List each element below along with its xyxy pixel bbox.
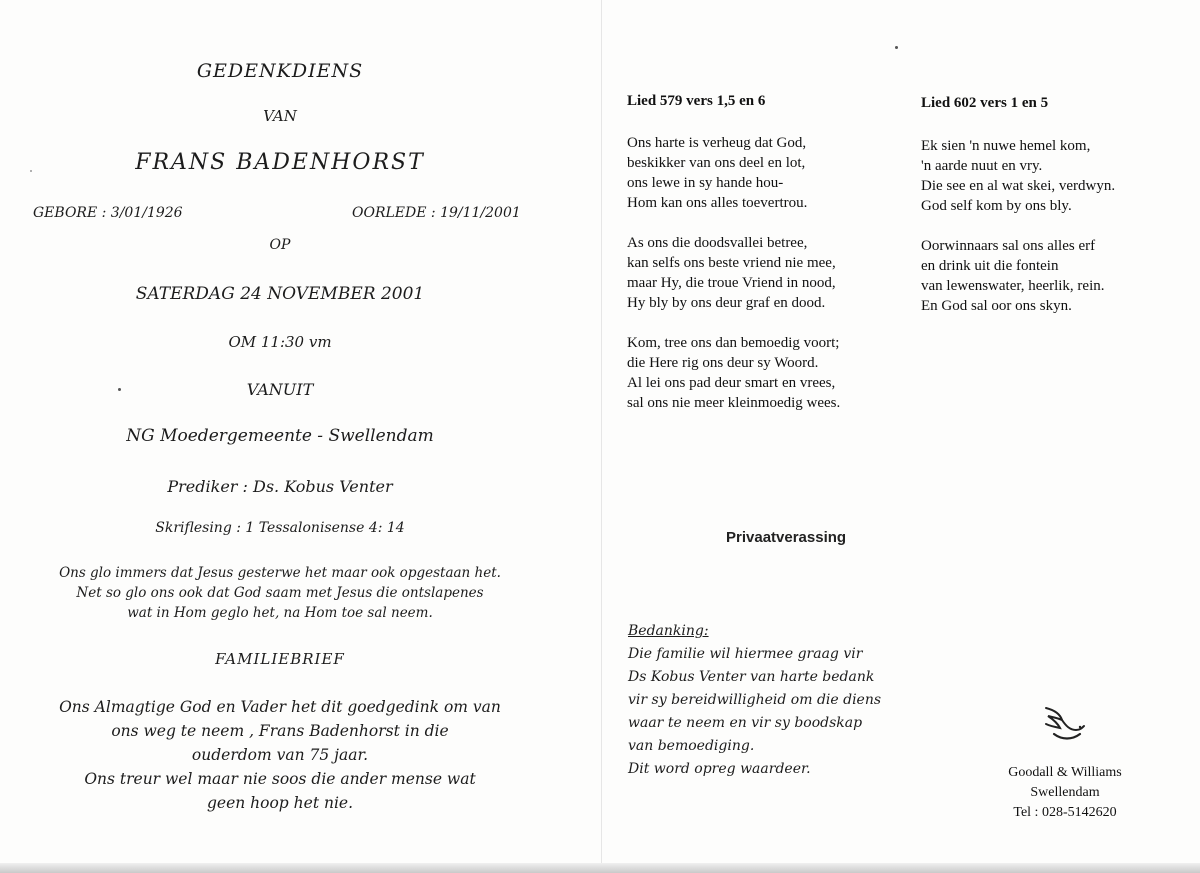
hymn-line: Die see en al wat skei, verdwyn.	[921, 178, 1116, 194]
acknowledgement-line: Die familie wil hiermee graag vir	[628, 646, 863, 662]
family-letter	[30, 695, 530, 815]
print-speck	[30, 170, 32, 172]
verse-line: wat in Hom geglo het, na Hom toe sal neem.	[127, 605, 433, 621]
service-time: OM 11:30 vm	[228, 333, 332, 351]
page-fold	[601, 0, 602, 873]
acknowledgement-line: waar te neem en vir sy boodskap	[628, 715, 863, 731]
print-speck	[895, 46, 898, 49]
hymn-602-title: Lied 602 vers 1 en 5	[921, 95, 1049, 111]
hymn-line: maar Hy, die troue Vriend in nood,	[627, 275, 836, 291]
hymn-stanza	[921, 136, 1181, 216]
hymn-line: Hy bly by ons deur graf en dood.	[627, 295, 826, 311]
scripture-verse	[30, 563, 530, 623]
hymn-line: Ek sien 'n nuwe hemel kom,	[921, 138, 1091, 154]
hymn-stanza	[627, 333, 897, 413]
hymn-line: Oorwinnaars sal ons alles erf	[921, 238, 1096, 254]
undertaker-block	[975, 763, 1155, 823]
hymn-579-title: Lied 579 vers 1,5 en 6	[627, 93, 766, 109]
acknowledgement-block	[628, 620, 948, 781]
acknowledgement-line: van bemoediging.	[628, 738, 755, 754]
private-cremation-label: Privaatverassing	[726, 529, 847, 546]
hymn-line: van lewenswater, heerlik, rein.	[921, 278, 1105, 294]
vanuit-label: VANUIT	[246, 380, 314, 399]
family-letter-line: ons weg te neem , Frans Badenhorst in die	[111, 722, 449, 740]
hymn-line: En God sal oor ons skyn.	[921, 298, 1072, 314]
verse-line: Ons glo immers dat Jesus gesterwe het maar ook opgestaan het.	[59, 565, 501, 581]
family-letter-line: geen hoop het nie.	[206, 794, 354, 812]
undertaker-name: Goodall & Williams	[1008, 765, 1122, 780]
church-name: NG Moedergemeente - Swellendam	[126, 426, 434, 446]
hymn-line: beskikker van ons deel en lot,	[627, 155, 806, 171]
death-date: OORLEDE : 19/11/2001	[352, 205, 521, 221]
hymn-line: Ons harte is verheug dat God,	[627, 135, 807, 151]
verse-line: Net so glo ons ook dat God saam met Jesus die ontslapenes	[76, 585, 484, 601]
hymn-line: As ons die doodsvallei betree,	[627, 235, 808, 251]
page-bottom-edge	[0, 863, 1200, 873]
hymn-line: 'n aarde nuut en vry.	[921, 158, 1043, 174]
service-date: SATERDAG 24 NOVEMBER 2001	[135, 284, 425, 304]
undertaker-phone: Tel : 028-5142620	[1013, 805, 1117, 820]
hymn-579-text	[627, 133, 897, 433]
hymn-line: en drink uit die fontein	[921, 258, 1059, 274]
hymn-line: Hom kan ons alles toevertrou.	[627, 195, 808, 211]
birth-date: GEBORE : 3/01/1926	[33, 205, 183, 221]
hymn-line: God self kom by ons bly.	[921, 198, 1072, 214]
hymn-line: Al lei ons pad deur smart en vrees,	[627, 375, 836, 391]
print-speck	[118, 388, 121, 391]
dove-icon	[1040, 700, 1090, 750]
service-title: GEDENKDIENS	[196, 60, 364, 82]
op-label: OP	[269, 237, 291, 253]
hymn-line: sal ons nie meer kleinmoedig wees.	[627, 395, 841, 411]
preacher-line: Prediker : Ds. Kobus Venter	[167, 477, 393, 496]
van-label: VAN	[263, 107, 297, 125]
hymn-602-text	[921, 136, 1181, 336]
hymn-line: ons lewe in sy hande hou-	[627, 175, 784, 191]
hymn-stanza	[627, 233, 897, 313]
hymn-stanza	[627, 133, 897, 213]
acknowledgement-line: vir sy bereidwilligheid om die diens	[628, 692, 882, 708]
hymn-stanza	[921, 236, 1181, 316]
acknowledgement-line: Ds Kobus Venter van harte bedank	[628, 669, 875, 685]
hymn-line: kan selfs ons beste vriend nie mee,	[627, 255, 836, 271]
family-letter-line: ouderdom van 75 jaar.	[191, 746, 369, 764]
deceased-name: FRANS BADENHORST	[135, 150, 425, 175]
scripture-reading: Skriflesing : 1 Tessalonisense 4: 14	[155, 520, 405, 536]
family-letter-line: Ons Almagtige God en Vader het dit goedgedink om van	[59, 698, 501, 716]
acknowledgement-heading: Bedanking:	[628, 623, 709, 639]
family-letter-title: FAMILIEBRIEF	[215, 650, 345, 668]
hymn-line: Kom, tree ons dan bemoedig voort;	[627, 335, 840, 351]
acknowledgement-line: Dit word opreg waardeer.	[628, 761, 811, 777]
undertaker-town: Swellendam	[1030, 785, 1100, 800]
hymn-line: die Here rig ons deur sy Woord.	[627, 355, 819, 371]
family-letter-line: Ons treur wel maar nie soos die ander mense wat	[84, 770, 476, 788]
